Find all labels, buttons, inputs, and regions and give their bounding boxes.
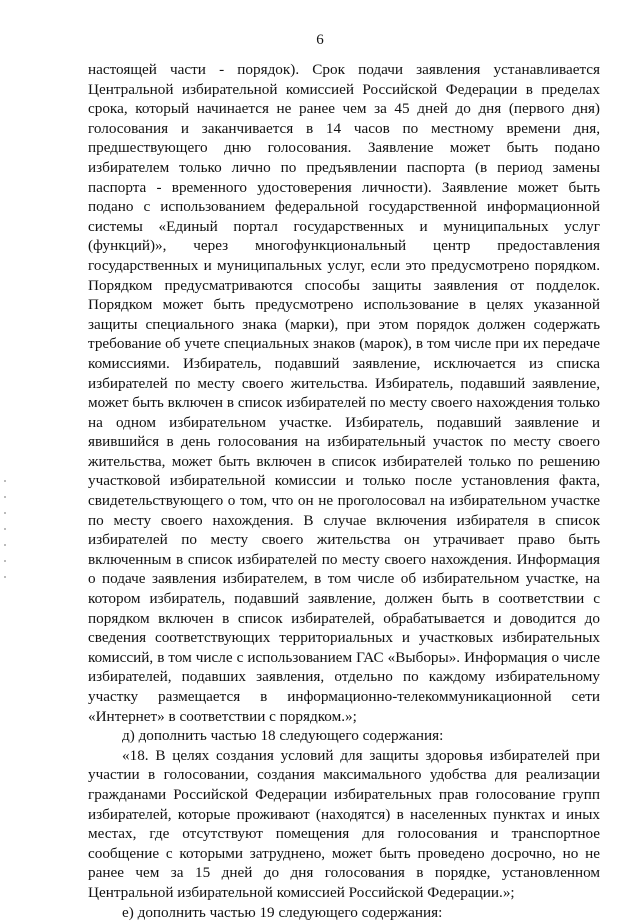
scan-dot (4, 528, 6, 530)
scan-dot (4, 544, 6, 546)
scan-edge-marks (4, 480, 6, 600)
paragraph-amendment-e: е) дополнить частью 19 следующего содержания: (122, 903, 443, 921)
scan-dot (4, 576, 6, 578)
scan-dot (4, 496, 6, 498)
document-body (88, 60, 600, 922)
paragraph-voter-application-procedure: настоящей части - порядок). Срок подачи заявления устанавливается Центральной избирательной комиссией Российской Федерации в пределах срока, который начинается не ранее чем за 45 дней до дня (первого дня) голосования и заканчивается в 14 часов по местному времени дня, предшествующего дню голосования. Заявление может быть подано избирателем только лично по предъявлении паспорта (в период замены паспорта - временного удостоверения личности). Заявление может быть подано с использованием федеральной государственной информационной системы «Единый портал государственных и муниципальных услуг (функций)», через многофункциональный центр предоставления государственных и муниципальных услуг, если это предусмотрено порядком. Порядком предусматриваются способы защиты заявления от подделок. Порядком может быть предусмотрено использование в целях указанной защиты специального знака (марки), при этом порядок должен содержать требование об учете специальных знаков (марок), в том числе при их передаче комиссиями. Избиратель, подавший заявление, исключается из списка избирателей по месту своего жительства. Избиратель, подавший заявление, может быть включен в список избирателей по месту своего нахождения только на одном избирательном участке. Избиратель, подавший заявление и явившийся в день голосования на избирательный участок по месту своего жительства, может быть включен в список избирателей только по решению участковой избирательной комиссии и только после установления факта, свидетельствующего о том, что он не проголосовал на избирательном участке по месту своего нахождения. В случае включения избирателя в список избирателей по месту своего жительства он утрачивает право быть включенным в список избирателей по месту своего нахождения. Информация о подаче заявления избирателем, в том числе об избирательном участке, на котором избиратель, подавший заявление, должен быть в соответствии с порядком включен в список избирателей, обрабатывается и доводится до сведения соответствующих территориальных и участковых избирательных комиссий, в том числе с использованием ГАС «Выборы». Информация о числе избирателей, подавших заявления, отдельно по каждому избирательному участку размещается в информационно-телекоммуникационной сети «Интернет» в соответствии с порядком.»; (88, 61, 600, 725)
scan-dot (4, 560, 6, 562)
scan-dot (4, 512, 6, 514)
scan-dot (4, 480, 6, 482)
page-number: 6 (316, 32, 324, 48)
paragraph-amendment-d: д) дополнить частью 18 следующего содержания: (122, 727, 444, 745)
paragraph-part-18: «18. В целях создания условий для защиты здоровья избирателей при участии в голосовании, создания максимального удобства для реализации гражданами Российской Федерации избирательных прав голосование групп избирателей, которые проживают (находятся) в населенных пунктах и иных местах, где отсутствуют помещения для голосования и транспортное сообщение с которыми затруднено, может быть проведено досрочно, но не ранее чем за 15 дней до дня голосования в порядке, установленном Центральной избирательной комиссией Российской Федерации.»; (88, 746, 600, 901)
